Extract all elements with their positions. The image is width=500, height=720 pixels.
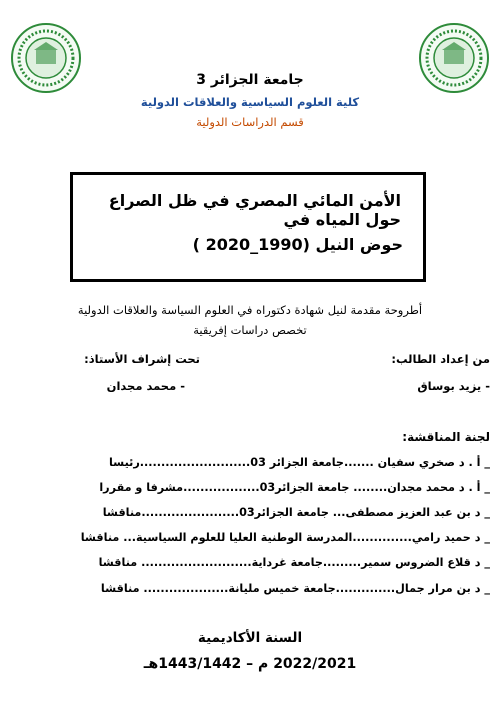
committee-member: _ د بن مرار جمال..............جامعة خميس مليانة.................... مناقشا <box>100 582 490 595</box>
faculty-name: كلية العلوم السياسية والعلاقات الدولية <box>140 95 360 109</box>
supervisor-name: - محمد مجدان <box>106 379 185 393</box>
specialization: تخصص دراسات إفريقية <box>193 323 307 337</box>
committee-member: _ د قلاع الضروس سمير.........جامعة غرداية.......................... مناقشا <box>98 556 490 569</box>
committee-member: _ أ . د محمد مجدان........ جامعة الجزائر03..................مشرفا و مقررا <box>99 481 490 494</box>
thesis-title-box <box>70 172 426 282</box>
supervisor-label: تحت إشراف الأستاذ: <box>84 352 200 366</box>
thesis-title-line2: حوض النيل (1990_2020 ) <box>192 235 403 254</box>
committee-member: _ د حميد رامي..............المدرسة الوطنية العليا للعلوم السياسية... مناقشا <box>80 531 490 544</box>
committee-title: لجنة المناقشة: <box>402 430 490 444</box>
committee-member: _ د بن عبد العزيز مصطفى... جامعة الجزائر03.......................مناقشا <box>102 506 490 519</box>
academic-year-value: 2022/2021 م – 1443/1442هـ <box>143 656 357 672</box>
committee-member: _ أ . د صخري سفيان .......جامعة الجزائر 03..........................رئيسا <box>108 456 490 469</box>
department-name: قسم الدراسات الدولية <box>196 115 304 129</box>
thesis-purpose: أطروحة مقدمة لنيل شهادة دكتوراه في العلوم السياسة والعلاقات الدولية <box>77 303 423 317</box>
student-label: من إعداد الطالب: <box>391 352 490 366</box>
thesis-title-line1: الأمن المائي المصري في ظل الصراع حول المياه في <box>108 191 401 229</box>
academic-year-label: السنة الأكاديمية <box>197 630 303 646</box>
university-name: جامعة الجزائر 3 <box>196 72 304 88</box>
student-name: - يزيد بوساق <box>417 379 490 393</box>
